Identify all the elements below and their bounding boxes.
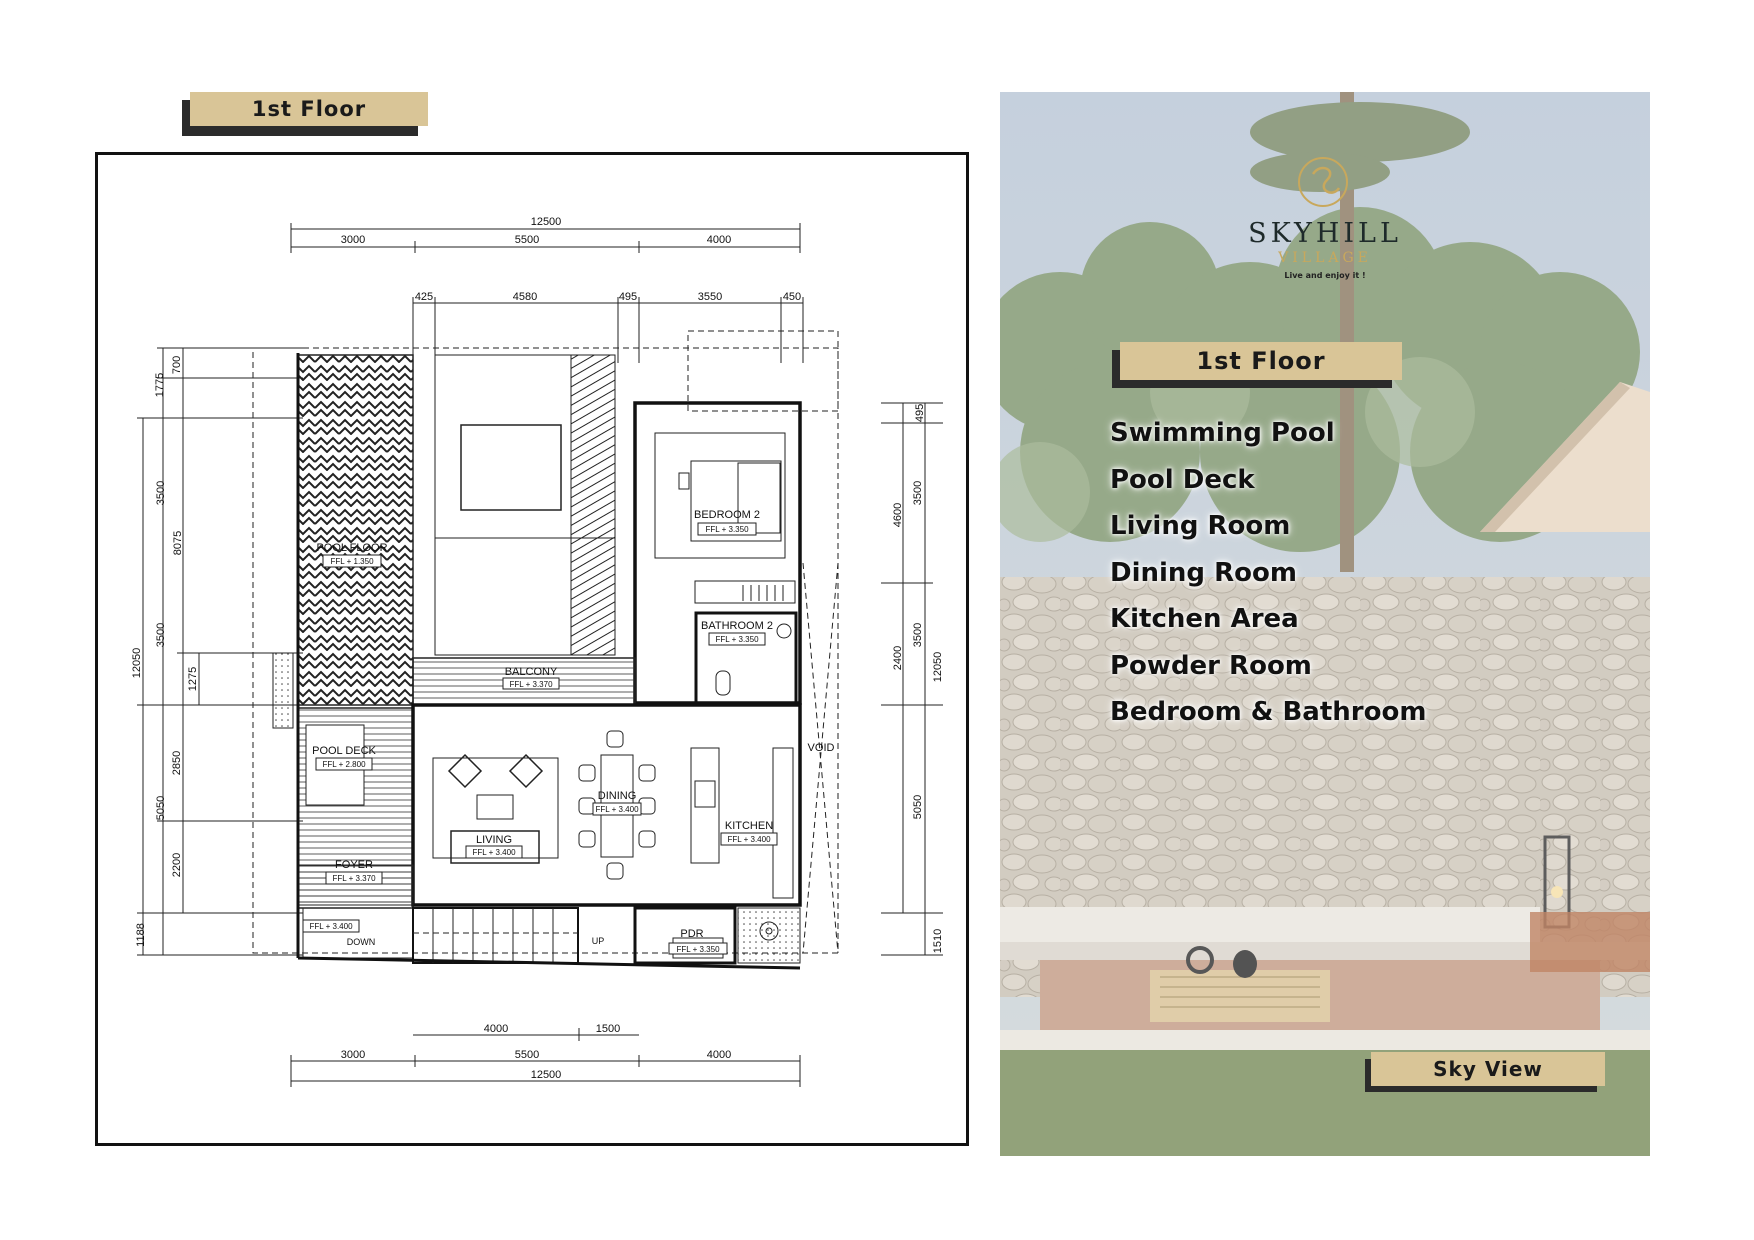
room-pool-deck-ffl: FFL + 2.800: [322, 760, 366, 769]
room-bathroom-ffl: FFL + 3.350: [715, 635, 759, 644]
room-pdr: PDR: [680, 928, 704, 940]
dim-right-4: 3500: [912, 622, 924, 648]
room-pool-floor: POOL FLOOR: [316, 542, 388, 554]
feature-list: [1110, 410, 1426, 736]
room-foyer: FOYER: [335, 859, 373, 871]
stair-down-label: DOWN: [346, 937, 376, 947]
room-dining: DINING: [597, 790, 637, 802]
feature-item: Pool Deck: [1110, 464, 1255, 495]
logo-brand: SKYHILL: [1248, 218, 1402, 249]
dim-right-1: 495: [914, 403, 926, 423]
feature-item: Dining Room: [1110, 557, 1297, 588]
dim-top-detail-5: 450: [782, 291, 802, 303]
dim-right-3: 4600: [892, 502, 904, 528]
dim-top-seg-1: 3000: [340, 234, 366, 246]
dim-left-8: 2850: [171, 750, 183, 776]
room-bathroom: BATHROOM 2: [701, 620, 773, 632]
room-foyer-ffl: FFL + 3.370: [332, 874, 376, 883]
dim-bottom-total: 12500: [530, 1069, 562, 1081]
sky-view-label: Sky View: [1371, 1052, 1605, 1086]
feature-item: Living Room: [1110, 511, 1291, 541]
dim-right-5: 2400: [892, 645, 904, 671]
dim-bottom-seg-1: 3000: [340, 1049, 366, 1061]
dim-left-5: 3500: [155, 622, 167, 648]
room-living-ffl: FFL + 3.400: [472, 848, 516, 857]
feature-item: Kitchen Area: [1110, 604, 1299, 634]
dim-left-4: 8075: [172, 530, 184, 556]
features-tag-label: 1st Floor: [1120, 342, 1402, 380]
stair-up-label: UP: [591, 936, 605, 946]
dim-left-6: 1275: [187, 666, 199, 692]
room-balcony-ffl: FFL + 3.370: [509, 680, 553, 689]
dim-top-total: 12500: [530, 216, 562, 228]
dim-left-11: 1188: [135, 923, 147, 947]
room-pdr-ffl: FFL + 3.350: [676, 945, 720, 954]
dim-left-7: 12050: [131, 647, 143, 679]
room-void: VOID: [807, 742, 835, 754]
dim-right-6: 12050: [932, 651, 944, 683]
room-living: LIVING: [475, 834, 513, 846]
room-balcony: BALCONY: [504, 666, 558, 678]
dim-top-seg-2: 5500: [514, 234, 540, 246]
room-pool-deck: POOL DECK: [312, 745, 376, 757]
feature-item: Bedroom & Bathroom: [1110, 697, 1427, 727]
stair-down-ffl: FFL + 3.400: [309, 922, 353, 931]
room-bedroom-ffl: FFL + 3.350: [705, 525, 749, 534]
dim-left-1: 700: [171, 355, 183, 375]
dim-left-2: 1775: [154, 372, 166, 398]
room-kitchen: KITCHEN: [724, 820, 774, 832]
dim-top-seg-3: 4000: [706, 234, 732, 246]
dim-left-10: 2200: [171, 852, 183, 878]
feature-item: Powder Room: [1110, 650, 1312, 681]
floor-tag-label: 1st Floor: [190, 92, 428, 126]
room-bedroom: BEDROOM 2: [693, 509, 761, 521]
room-kitchen-ffl: FFL + 3.400: [727, 835, 771, 844]
dim-bottom-inner-1: 4000: [483, 1023, 509, 1035]
dim-bottom-seg-3: 4000: [706, 1049, 732, 1061]
floor-tag: [182, 92, 428, 136]
dim-left-3: 3500: [155, 480, 167, 506]
dim-right-7: 5050: [912, 794, 924, 820]
dim-top-detail-3: 495: [618, 291, 638, 303]
dim-bottom-inner-2: 1500: [595, 1023, 621, 1035]
render-panel: [1000, 92, 1650, 1156]
dim-top-detail-1: 425: [414, 291, 434, 303]
sky-view-tag: [1365, 1052, 1605, 1092]
logo-emblem-icon: [1293, 152, 1353, 212]
features-tag: [1112, 342, 1402, 388]
dim-right-8: 1510: [932, 928, 944, 954]
dim-top-detail-2: 4580: [512, 291, 538, 303]
room-dining-ffl: FFL + 3.400: [595, 805, 639, 814]
dim-top-detail-4: 3550: [697, 291, 723, 303]
logo-sub: VILLAGE: [1278, 250, 1372, 266]
floor-plan-drawing: [95, 152, 969, 1146]
logo-tagline: Live and enjoy it !: [1284, 271, 1366, 280]
feature-item: Swimming Pool: [1110, 418, 1335, 448]
room-pool-floor-ffl: FFL + 1.350: [330, 557, 374, 566]
dim-left-9: 5050: [155, 795, 167, 821]
dim-right-2: 3500: [912, 480, 924, 506]
dim-bottom-seg-2: 5500: [514, 1049, 540, 1061]
